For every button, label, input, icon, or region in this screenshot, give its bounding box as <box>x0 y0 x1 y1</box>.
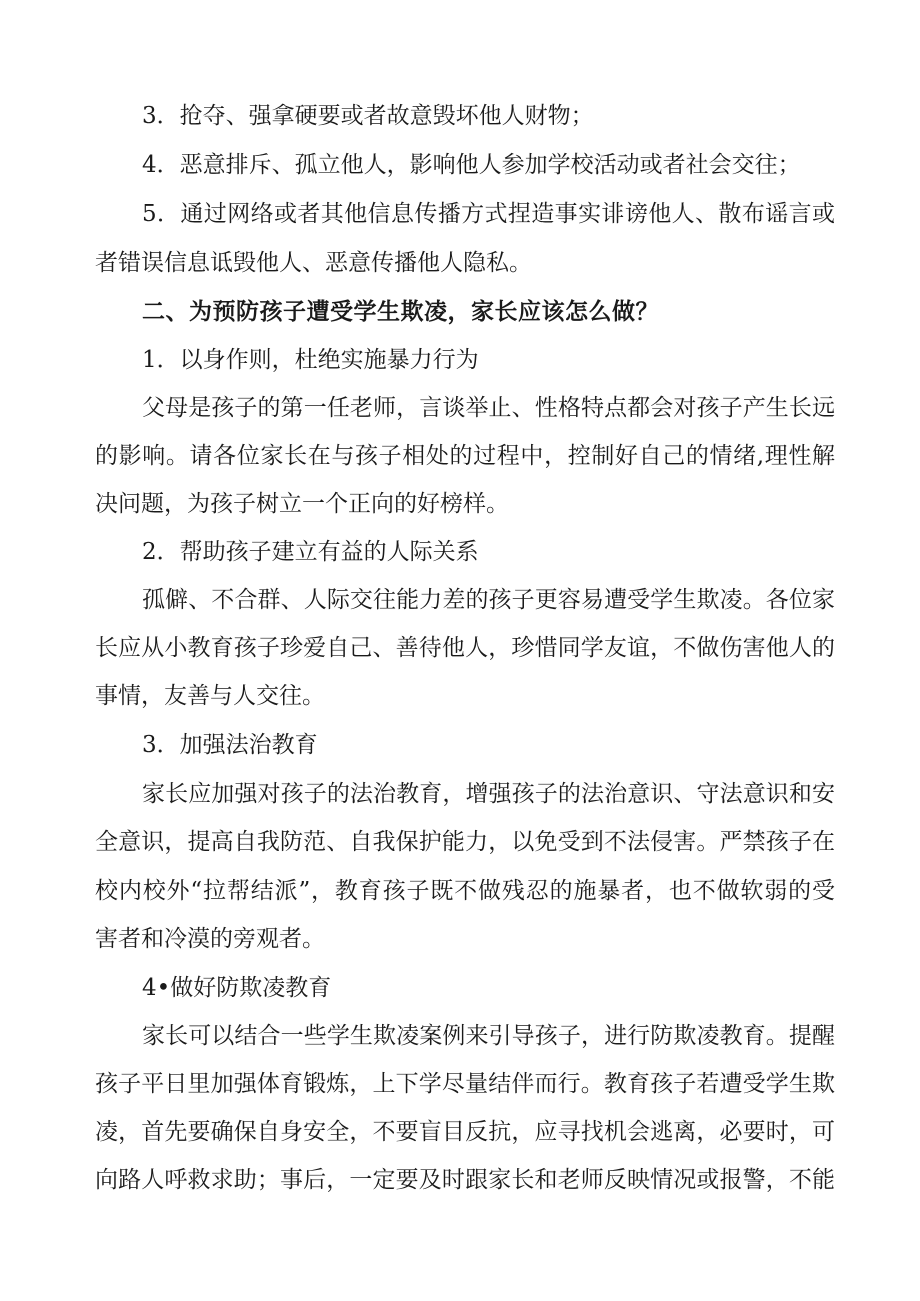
list-item-4: 4．恶意排斥、孤立他人，影响他人参加学校活动或者社会交往； <box>142 152 801 178</box>
list-item-3: 3．抢夺、强拿硬要或者故意毁坏他人财物； <box>142 103 594 129</box>
paragraph-4-line-1: 家长可以结合一些学生欺凌案例来引导孩子，进行防欺凌教育。提醒 <box>142 1023 835 1049</box>
paragraph-3-line-4: 害者和冷漠的旁观者。 <box>95 926 325 952</box>
section-heading: 二、为预防孩子遭受学生欺凌，家长应该怎么做？ <box>142 299 659 325</box>
paragraph-3-line-1: 家长应加强对孩子的法治教育，增强孩子的法治意识、守法意识和安 <box>142 781 835 807</box>
subsection-title-2: 2．帮助孩子建立有益的人际关系 <box>142 539 479 565</box>
paragraph-2-line-2: 长应从小教育孩子珍爱自己、善待他人，珍惜同学友谊，不做伤害他人的 <box>95 635 835 661</box>
paragraph-4-line-3: 凌，首先要确保自身安全，不要盲目反抗，应寻找机会逃离，必要时，可 <box>95 1119 835 1145</box>
paragraph-1-line-3: 决问题，为孩子树立一个正向的好榜样。 <box>95 491 509 517</box>
subsection-title-1: 1．以身作则，杜绝实施暴力行为 <box>142 347 479 373</box>
list-item-5-line-1: 5．通过网络或者其他信息传播方式捏造事实诽谤他人、散布谣言或 <box>142 201 835 227</box>
paragraph-2-line-1: 孤僻、不合群、人际交往能力差的孩子更容易遭受学生欺凌。各位家 <box>142 587 835 613</box>
list-item-5-line-2: 者错误信息诋毁他人、恶意传播他人隐私。 <box>95 250 532 276</box>
paragraph-3-line-2: 全意识，提高自我防范、自我保护能力，以免受到不法侵害。严禁孩子在 <box>95 829 835 855</box>
paragraph-4-line-2: 孩子平日里加强体育锻炼，上下学尽量结伴而行。教育孩子若遭受学生欺 <box>95 1071 835 1097</box>
paragraph-3-line-3: 校内校外“拉帮结派”，教育孩子既不做残忍的施暴者，也不做软弱的受 <box>95 878 835 904</box>
paragraph-2-line-3: 事情，友善与人交往。 <box>95 683 325 709</box>
paragraph-4-line-4: 向路人呼救求助；事后，一定要及时跟家长和老师反映情况或报警，不能 <box>95 1167 835 1193</box>
paragraph-1-line-1: 父母是孩子的第一任老师，言谈举止、性格特点都会对孩子产生长远 <box>142 395 835 421</box>
subsection-title-4: 4•做好防欺凌教育 <box>142 975 332 1001</box>
paragraph-1-line-2: 的影响。请各位家长在与孩子相处的过程中，控制好自己的情绪,理性解 <box>95 443 835 469</box>
subsection-title-3: 3．加强法治教育 <box>142 732 318 758</box>
